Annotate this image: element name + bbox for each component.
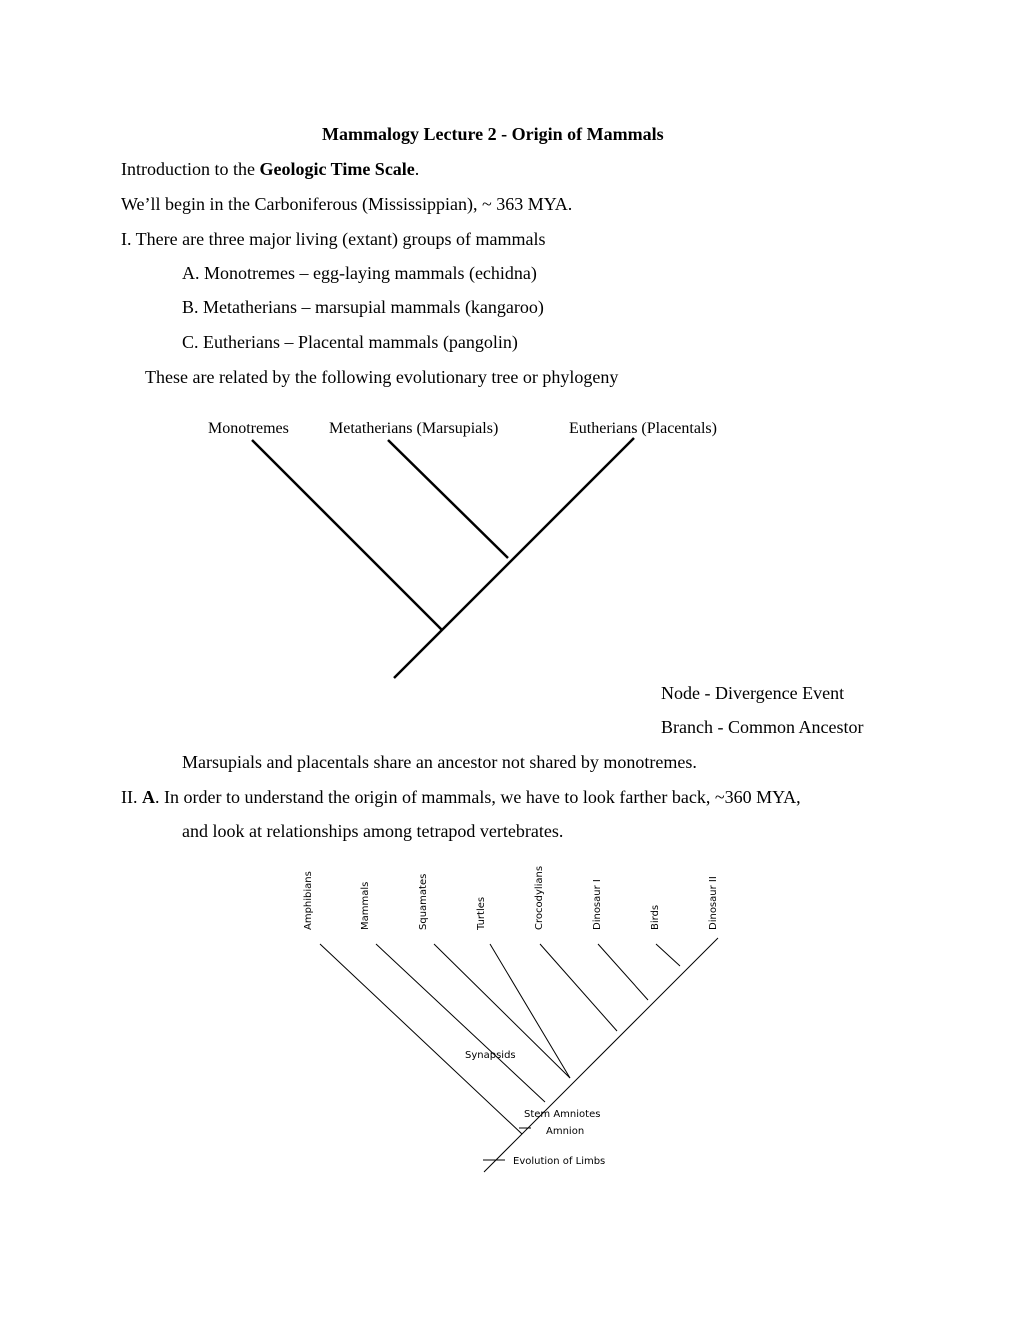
section1-item-a: A. Monotremes – egg-laying mammals (echidna) <box>182 263 537 283</box>
taxon-mammals: Mammals <box>360 881 371 930</box>
taxon-dinosaur-ii: Dinosaur II <box>708 876 719 930</box>
begin-line: We’ll begin in the Carboniferous (Mississippian), ~ 363 MYA. <box>121 194 573 214</box>
branch-amphibians <box>320 944 522 1134</box>
tree1-label-monotremes: Monotremes <box>208 420 289 437</box>
section1-item-c: C. Eutherians – Placental mammals (pangolin) <box>182 332 518 352</box>
shared-ancestor-line: Marsupials and placentals share an ancestor not shared by monotremes. <box>182 752 697 772</box>
section2-letter: A <box>142 787 155 807</box>
section1-heading: I. There are three major living (extant) groups of mammals <box>121 229 546 249</box>
cladogram-trunk <box>484 938 718 1172</box>
section2-continuation: and look at relationships among tetrapod vertebrates. <box>182 821 564 841</box>
taxon-birds: Birds <box>650 904 661 930</box>
taxon-crocodylians: Crocodylians <box>534 865 545 930</box>
legend-node: Node - Divergence Event <box>661 683 845 703</box>
phylogeny-intro: These are related by the following evolutionary tree or phylogeny <box>145 367 619 387</box>
section2-num: II. <box>121 787 142 807</box>
intro-prefix: Introduction to the <box>121 159 260 179</box>
annotation-evolution-of-limbs: Evolution of Limbs <box>513 1156 606 1167</box>
taxon-turtles: Turtles <box>476 896 487 930</box>
section2-text: . In order to understand the origin of mammals, we have to look farther back, ~360 MYA, <box>155 787 801 807</box>
legend-branch: Branch - Common Ancestor <box>661 717 864 737</box>
section1-item-b: B. Metatherians – marsupial mammals (kangaroo) <box>182 297 544 317</box>
tree1-label-eutherians: Eutherians (Placentals) <box>569 420 717 437</box>
tree1-label-metatherians: Metatherians (Marsupials) <box>329 420 499 437</box>
branch-dinosaur-i <box>598 944 648 1000</box>
branch-crocodylians <box>540 944 617 1031</box>
branch-mammals <box>376 944 545 1102</box>
annotation-stem-amniotes: Stem Amniotes <box>524 1109 601 1120</box>
page-title: Mammalogy Lecture 2 - Origin of Mammals <box>322 124 664 144</box>
taxon-squamates: Squamates <box>418 873 429 930</box>
taxon-amphibians: Amphibians <box>303 871 314 930</box>
intro-bold-term: Geologic Time Scale <box>259 159 415 179</box>
taxon-dinosaur-i: Dinosaur I <box>592 879 603 930</box>
annotation-synapsids: Synapsids <box>465 1050 516 1061</box>
branch-birds <box>656 944 680 966</box>
annotation-amnion: Amnion <box>546 1126 585 1137</box>
intro-suffix: . <box>414 159 420 179</box>
